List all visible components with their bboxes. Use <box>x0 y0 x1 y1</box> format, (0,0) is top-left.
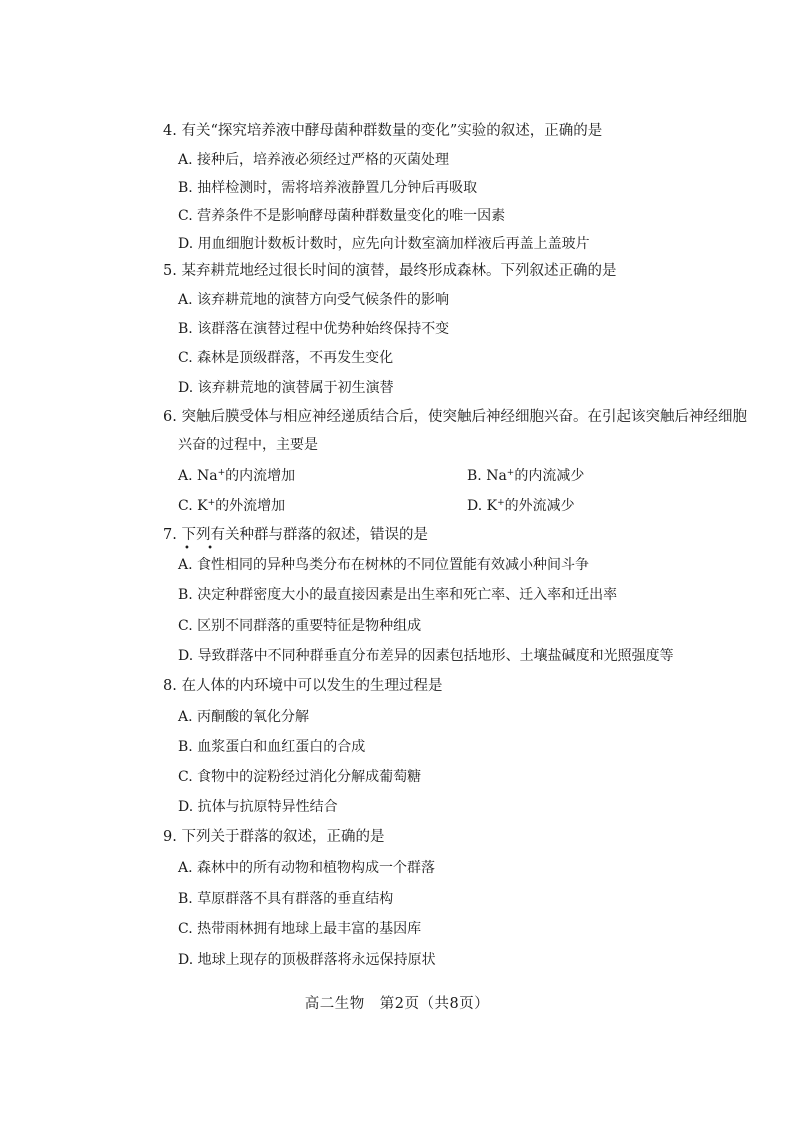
question-7-option-c: C. 区别不同群落的重要特征是物种组成 <box>178 618 422 634</box>
question-8-stem: 8. 在人体的内环境中可以发生的生理过程是 <box>163 678 443 694</box>
question-9-stem: 9. 下列关于群落的叙述，正确的是 <box>163 829 385 845</box>
question-5-option-c: C. 森林是顶级群落，不再发生变化 <box>178 350 394 366</box>
question-4-option-d: D. 用血细胞计数板计数时，应先向计数室滴加样液后再盖上盖玻片 <box>178 236 590 252</box>
question-9-option-a: A. 森林中的所有动物和植物构成一个群落 <box>178 860 436 876</box>
question-4-option-b: B. 抽样检测时，需将培养液静置几分钟后再吸取 <box>178 180 478 196</box>
page-footer: 高二生物 第2页（共8页） <box>304 996 490 1012</box>
question-6-stem-line-2: 兴奋的过程中，主要是 <box>178 437 318 453</box>
question-9-option-b: B. 草原群落不具有群落的垂直结构 <box>178 891 394 907</box>
question-6-option-a: A. Na+的内流增加 <box>178 468 296 484</box>
question-6-option-d: D. K+的外流减少 <box>467 498 575 514</box>
question-6-stem-line-1: 6. 突触后膜受体与相应神经递质结合后，使突触后神经细胞兴奋。在引起该突触后神经细胞 <box>163 409 747 425</box>
question-7-option-d: D. 导致群落中不同种群垂直分布差异的因素包括地形、土壤盐碱度和光照强度等 <box>178 648 674 664</box>
question-9-option-d: D. 地球上现存的顶极群落将永远保持原状 <box>178 952 436 968</box>
question-6-option-b: B. Na+的内流减少 <box>467 468 585 484</box>
question-6-option-c: C. K+的外流增加 <box>178 498 286 514</box>
question-5-option-d: D. 该弃耕荒地的演替属于初生演替 <box>178 380 394 396</box>
question-7-stem: 7. 下列有关种群与群落的叙述，错误的是 <box>163 527 428 543</box>
question-5-option-b: B. 该群落在演替过程中优势种始终保持不变 <box>178 321 450 337</box>
question-7-option-b: B. 决定种群密度大小的最直接因素是出生率和死亡率、迁入率和迁出率 <box>178 587 618 603</box>
question-8-option-a: A. 丙酮酸的氧化分解 <box>178 709 310 725</box>
question-5-option-a: A. 该弃耕荒地的演替方向受气候条件的影响 <box>178 292 450 308</box>
question-4-option-c: C. 营养条件不是影响酵母菌种群数量变化的唯一因素 <box>178 208 506 224</box>
question-8-option-c: C. 食物中的淀粉经过消化分解成葡萄糖 <box>178 769 422 785</box>
question-9-option-c: C. 热带雨林拥有地球上最丰富的基因库 <box>178 921 422 937</box>
question-7-option-a: A. 食性相同的异种鸟类分布在树林的不同位置能有效减小种间斗争 <box>178 557 590 573</box>
question-8-option-d: D. 抗体与抗原特异性结合 <box>178 799 338 815</box>
question-5-stem: 5. 某弃耕荒地经过很长时间的演替，最终形成森林。下列叙述正确的是 <box>163 263 617 279</box>
question-4-option-a: A. 接种后，培养液必须经过严格的灭菌处理 <box>178 152 450 168</box>
question-4-stem: 4. 有关“探究培养液中酵母菌种群数量的变化”实验的叙述，正确的是 <box>163 123 603 139</box>
question-8-option-b: B. 血浆蛋白和血红蛋白的合成 <box>178 739 366 755</box>
emphasis-dots: • • <box>184 543 220 554</box>
